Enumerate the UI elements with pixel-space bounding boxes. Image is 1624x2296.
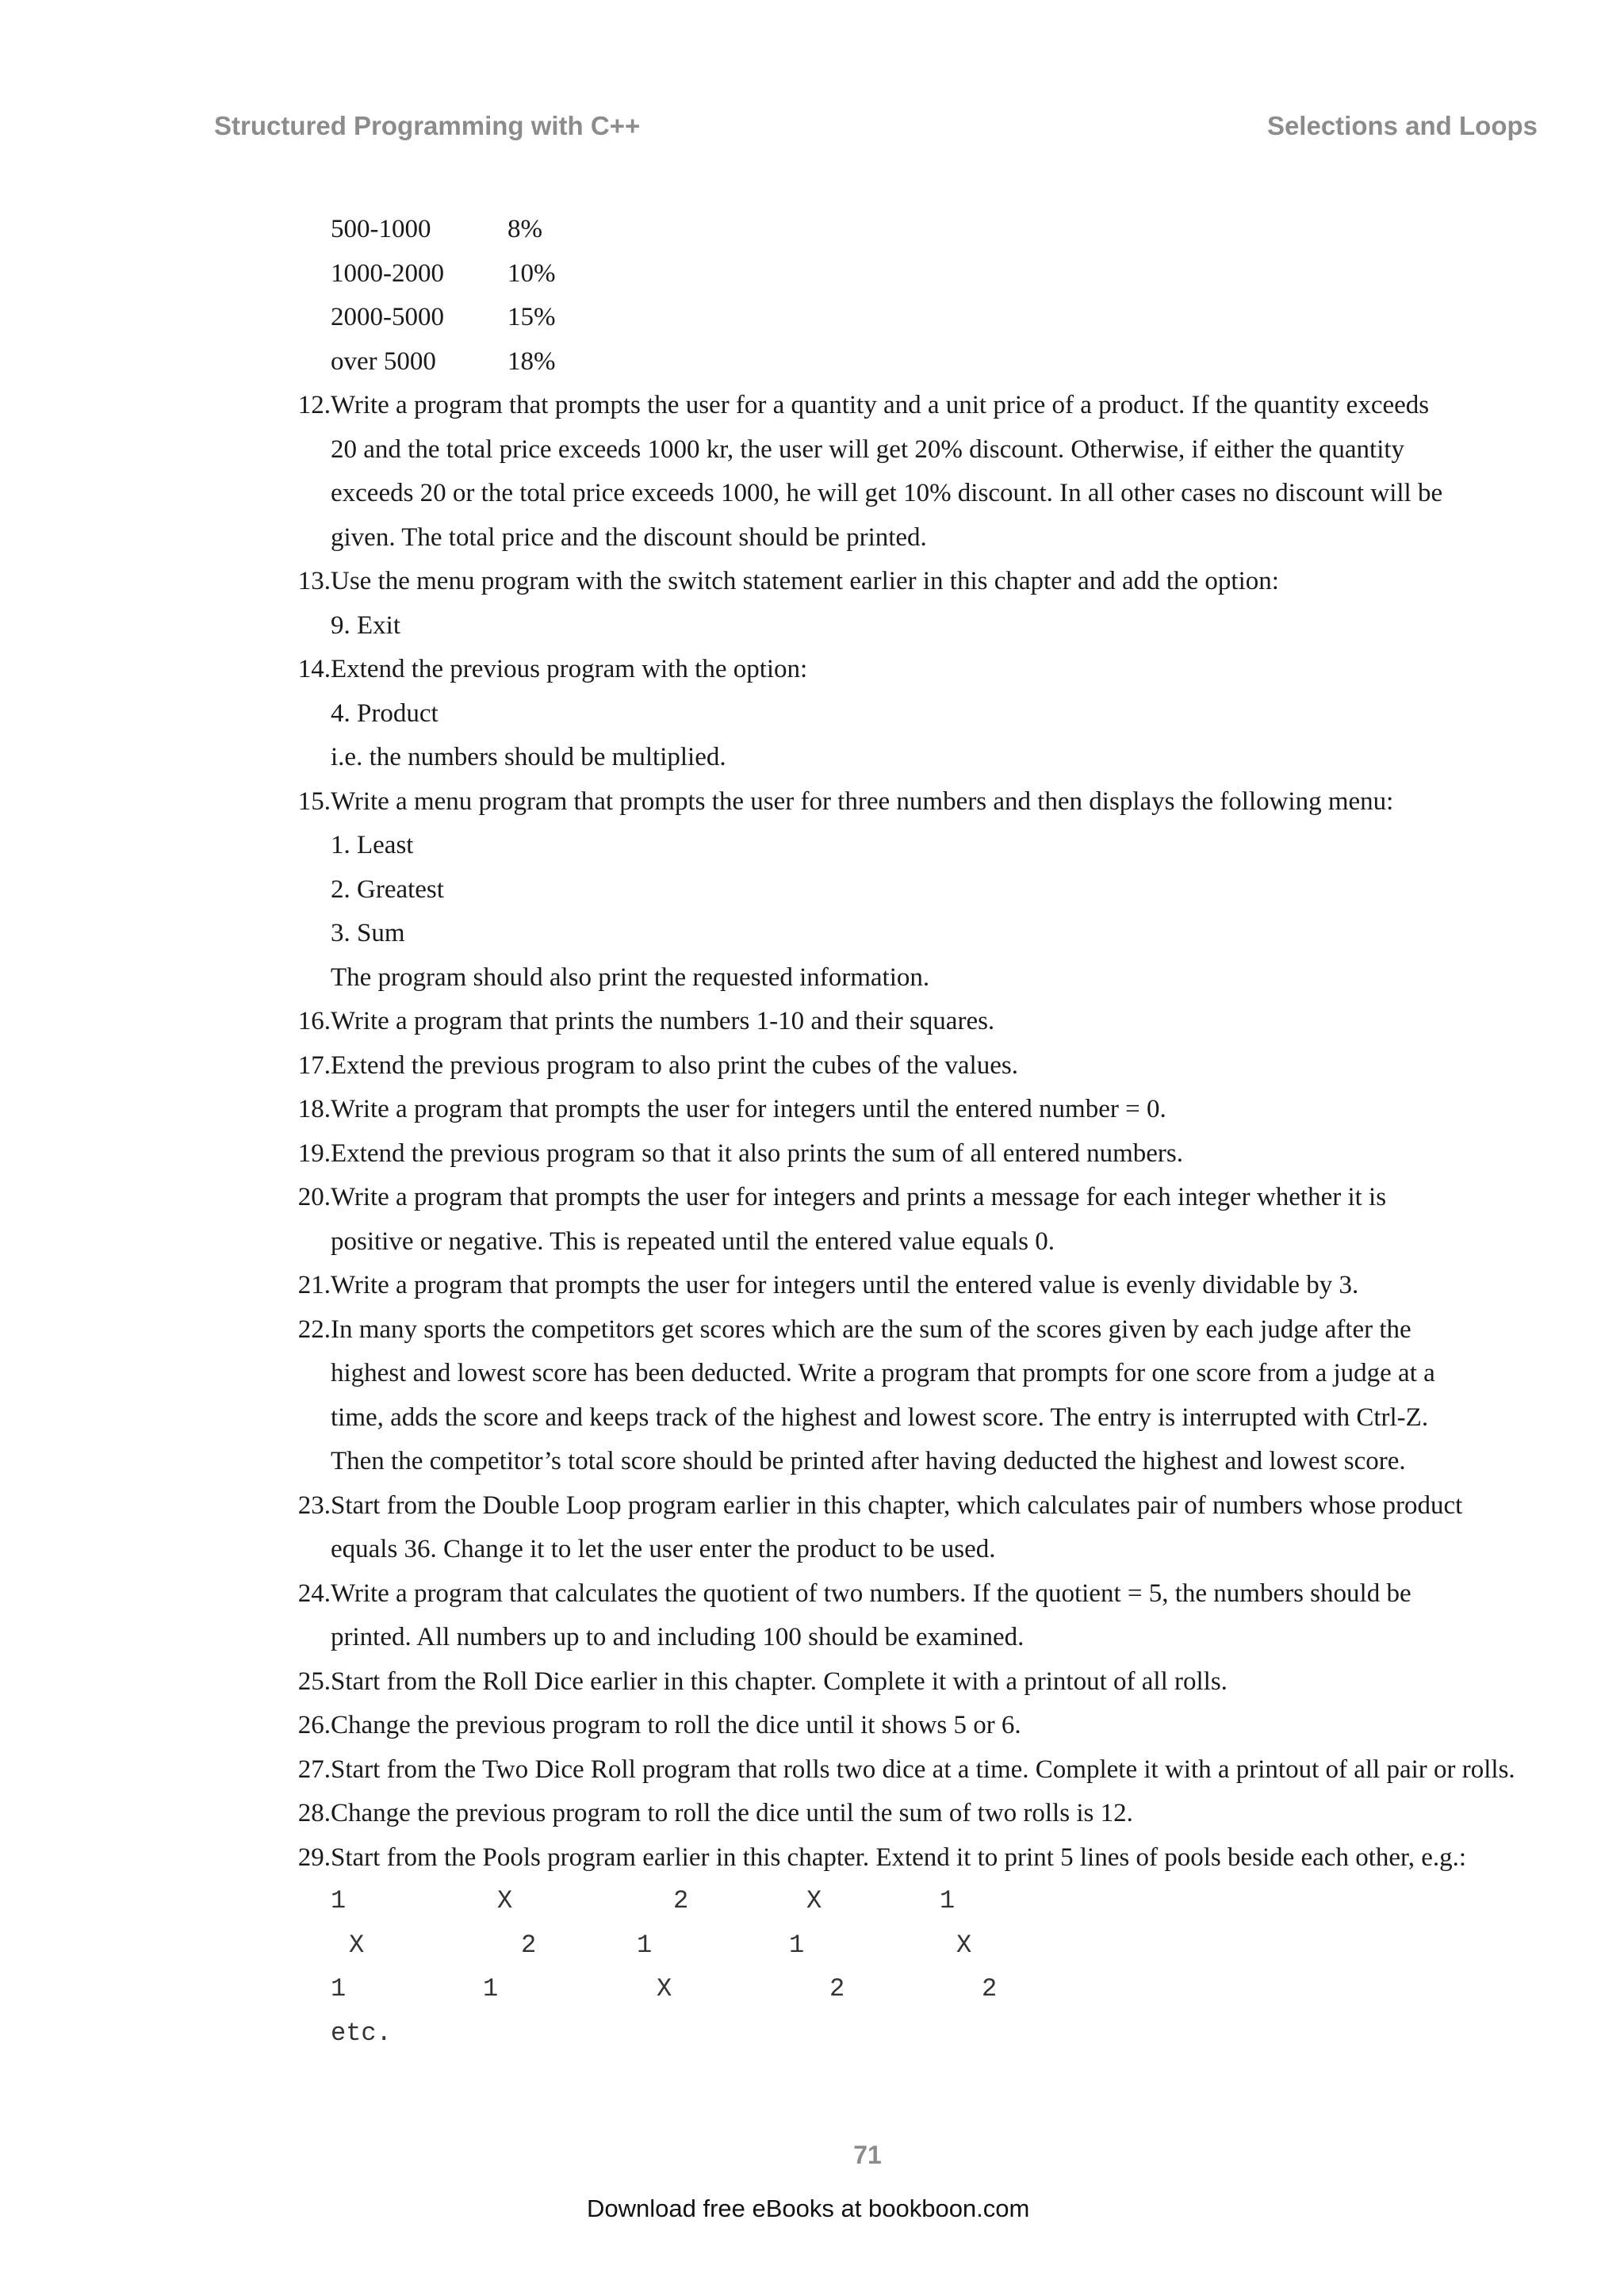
exercise-number: 24. <box>297 1578 331 1608</box>
exercise-item <box>293 1181 1546 1225</box>
exercise-number: 23. <box>297 1490 331 1520</box>
exercise-number: 12. <box>297 391 331 419</box>
exercise-text: Write a program that prompts the user for integers until the entered value is evenly dividable by 3. <box>331 1271 1359 1299</box>
exercise-item <box>293 1665 1546 1709</box>
pools-cell: 2 <box>829 1974 845 2003</box>
exercise-number: 26. <box>297 1711 331 1739</box>
discount-range: 2000-5000 <box>331 303 444 331</box>
exercise-continuation <box>293 961 1546 1005</box>
exercise-continuation <box>293 1621 1546 1665</box>
exercise-number: 19. <box>297 1138 331 1168</box>
running-header-chapter: Selections and Loops <box>1266 111 1538 140</box>
footer-link[interactable]: Download free eBooks at bookboon.com <box>587 2195 1030 2222</box>
exercise-item <box>293 1269 1546 1313</box>
exercise-text: The program should also print the requested information. <box>331 962 930 992</box>
exercise-item <box>293 1049 1546 1093</box>
exercise-number: 29. <box>297 1843 331 1872</box>
exercise-text: Extend the previous program with the option: <box>331 655 808 683</box>
discount-range: 500-1000 <box>331 215 431 243</box>
pools-cell: 2 <box>982 1974 998 2003</box>
exercise-text: Write a program that prompts the user for a quantity and a unit price of a product. If the quantity exceeds <box>331 391 1430 419</box>
exercise-text: Write a program that prints the numbers 1-10 and their squares. <box>331 1007 995 1035</box>
exercise-text: Start from the Two Dice Roll program that rolls two dice at a time. Complete it with a printout of all pair or rolls. <box>331 1755 1515 1784</box>
exercise-text: exceeds 20 or the total price exceeds 1000, he will get 10% discount. In all other cases no discount will be <box>331 479 1443 507</box>
page-number: 71 <box>853 2141 882 2169</box>
discount-rate: 15% <box>508 303 556 331</box>
exercise-number: 16. <box>297 1007 331 1035</box>
exercise-text: Change the previous program to roll the dice until the sum of two rolls is 12. <box>331 1799 1133 1827</box>
discount-table-row <box>293 257 1546 301</box>
exercise-item <box>293 1004 1546 1049</box>
exercise-item <box>293 564 1546 609</box>
pools-cell: 2 <box>521 1930 537 1960</box>
exercise-number: 22. <box>297 1314 331 1344</box>
pools-example-row <box>293 1929 1546 1973</box>
exercise-continuation <box>293 476 1546 521</box>
exercise-continuation <box>293 609 1546 653</box>
discount-rate: 8% <box>508 215 542 243</box>
exercise-item <box>293 1841 1546 1885</box>
exercise-text: Use the menu program with the switch statement earlier in this chapter and add the option: <box>331 567 1279 595</box>
exercise-text: 3. Sum <box>331 919 405 947</box>
discount-table-row <box>293 300 1546 345</box>
exercise-text: positive or negative. This is repeated until the entered value equals 0. <box>331 1226 1055 1256</box>
exercise-text: Write a program that prompts the user for integers and prints a message for each integer whether it is <box>331 1183 1387 1211</box>
exercise-text: time, adds the score and keeps track of the highest and lowest score. The entry is interrupted with Ctrl-Z. <box>331 1402 1429 1432</box>
exercise-text: 9. Exit <box>331 610 400 640</box>
exercise-continuation <box>293 828 1546 873</box>
pools-cell: 1 <box>637 1930 653 1960</box>
exercise-continuation <box>293 916 1546 961</box>
exercise-text: Extend the previous program so that it also prints the sum of all entered numbers. <box>331 1138 1184 1168</box>
exercise-continuation <box>293 1357 1546 1401</box>
exercise-text: i.e. the numbers should be multiplied. <box>331 743 726 771</box>
exercise-item <box>293 1093 1546 1137</box>
exercise-text: 20 and the total price exceeds 1000 kr, the user will get 20% discount. Otherwise, if either the quantity <box>331 434 1405 464</box>
pools-cell: X <box>956 1930 972 1960</box>
pools-cell: 1 <box>331 1974 347 2003</box>
exercise-item <box>293 652 1546 697</box>
running-header-title: Structured Programming with C++ <box>214 111 641 140</box>
exercise-text: Change the previous program to roll the dice until it shows 5 or 6. <box>331 1711 1021 1739</box>
exercise-continuation <box>293 697 1546 741</box>
discount-table-row <box>293 212 1546 257</box>
exercise-item <box>293 1797 1546 1841</box>
exercise-number: 15. <box>297 786 331 816</box>
exercise-text: highest and lowest score has been deducted. Write a program that prompts for one score from a judge at a <box>331 1359 1435 1387</box>
pools-cell: X <box>806 1886 822 1915</box>
exercise-text: equals 36. Change it to let the user enter the product to be used. <box>331 1535 996 1563</box>
exercise-number: 14. <box>297 655 331 683</box>
exercise-continuation <box>293 521 1546 565</box>
exercise-number: 18. <box>297 1095 331 1123</box>
exercise-text: 4. Product <box>331 698 439 728</box>
exercise-item <box>293 1313 1546 1357</box>
discount-range: 1000-2000 <box>331 258 444 288</box>
exercise-continuation <box>293 1445 1546 1489</box>
exercise-text: 1. Least <box>331 831 414 859</box>
exercise-continuation <box>293 1401 1546 1445</box>
pools-cell: X <box>657 1974 672 2003</box>
exercise-text: Start from the Pools program earlier in this chapter. Extend it to print 5 lines of pools beside each other, e.g.: <box>331 1843 1467 1872</box>
exercise-continuation <box>293 740 1546 785</box>
exercise-item <box>293 388 1546 433</box>
exercise-text: Start from the Roll Dice earlier in this chapter. Complete it with a printout of all rolls. <box>331 1667 1228 1696</box>
pools-cell: 2 <box>673 1886 689 1915</box>
pools-cell: 1 <box>331 1886 347 1915</box>
exercise-continuation <box>293 873 1546 917</box>
exercise-number: 13. <box>297 567 331 595</box>
pools-cell: 1 <box>789 1930 805 1960</box>
exercise-text: Write a program that prompts the user for integers until the entered number = 0. <box>331 1095 1166 1123</box>
exercise-text: Extend the previous program to also print the cubes of the values. <box>331 1050 1018 1080</box>
pools-cell: 1 <box>483 1974 499 2003</box>
exercise-number: 20. <box>297 1183 331 1211</box>
exercise-text: Then the competitor’s total score should be printed after having deducted the highest and lowest score. <box>331 1447 1406 1475</box>
exercise-text: given. The total price and the discount should be printed. <box>331 522 927 552</box>
etc-text: etc. <box>331 2018 392 2048</box>
exercise-number: 28. <box>297 1799 331 1827</box>
exercise-number: 25. <box>297 1667 331 1696</box>
exercise-text: Start from the Double Loop program earlier in this chapter, which calculates pair of numbers whose product <box>331 1490 1463 1520</box>
pools-cell: X <box>349 1930 365 1960</box>
exercise-continuation <box>293 1225 1546 1269</box>
exercise-text: Write a menu program that prompts the user for three numbers and then displays the following menu: <box>331 786 1394 816</box>
discount-table-row <box>293 345 1546 389</box>
discount-rate: 18% <box>508 346 556 376</box>
exercise-item <box>293 1137 1546 1181</box>
pools-cell: X <box>497 1886 513 1915</box>
exercise-text: 2. Greatest <box>331 874 444 904</box>
exercise-item <box>293 1577 1546 1621</box>
exercise-item <box>293 1753 1546 1797</box>
exercise-text: printed. All numbers up to and including 100 should be examined. <box>331 1623 1025 1651</box>
pools-example-etc <box>293 2017 1546 2061</box>
exercise-text: Write a program that calculates the quotient of two numbers. If the quotient = 5, the numbers should be <box>331 1578 1411 1608</box>
exercise-item <box>293 785 1546 829</box>
exercise-text: In many sports the competitors get scores which are the sum of the scores given by each judge after the <box>331 1314 1411 1344</box>
discount-rate: 10% <box>508 258 556 288</box>
pools-example-row <box>293 1885 1546 1929</box>
pools-example-row <box>293 1973 1546 2017</box>
exercise-number: 17. <box>297 1050 331 1080</box>
exercise-list <box>293 212 1546 2061</box>
exercise-number: 27. <box>297 1755 331 1784</box>
discount-range: over 5000 <box>331 346 436 376</box>
exercise-item <box>293 1709 1546 1753</box>
exercise-item <box>293 1489 1546 1533</box>
pools-cell: 1 <box>940 1886 956 1915</box>
exercise-number: 21. <box>297 1271 331 1299</box>
exercise-continuation <box>293 1533 1546 1577</box>
exercise-continuation <box>293 433 1546 477</box>
